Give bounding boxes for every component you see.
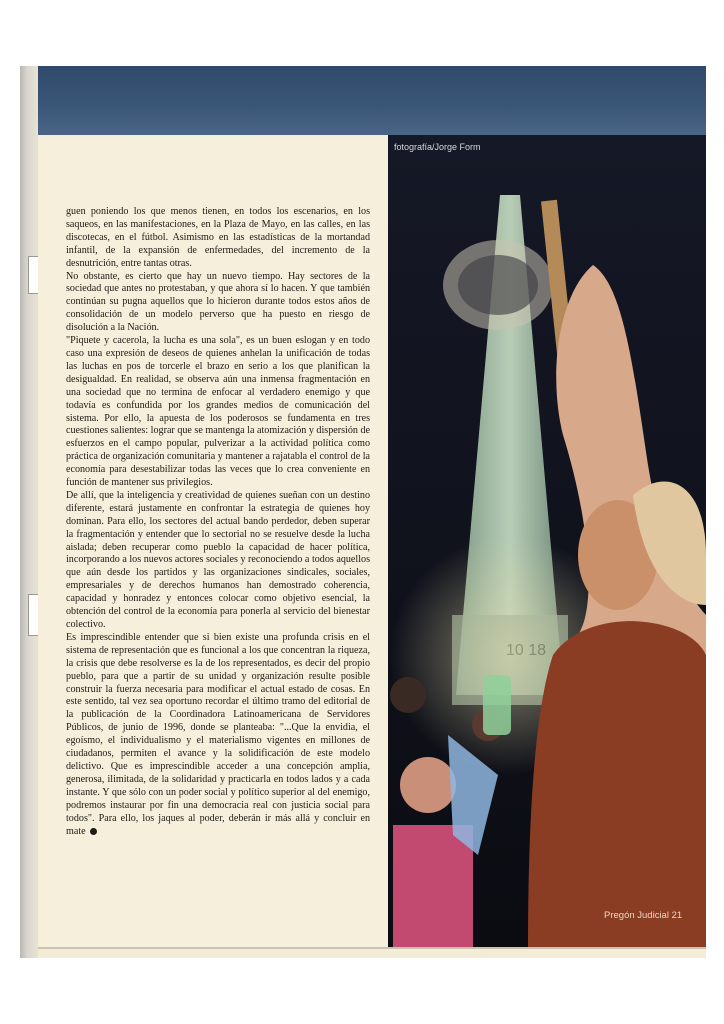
article-paragraph: De allí, que la inteligencia y creatividad de quienes sueñan con un destino diferente, estará justamente en confrontar la estrategia de quienes hoy dominan. Para ello, los sectores del actual bando perdedor, deben superar la fragmentación y entender que lo sectorial no se resuelve desde la lucha aislada; deben recuperar como pueblo la capacidad de hacer política, incorporando a los nuevos actores sociales y reconociendo a todos aquellos que aún desde los partidos y las organizaciones sindicales, sociales, empresariales y de derechos humanos han demostrado coherencia, capacidad y honradez y entonces colocar como objetivo esencial, la obtención del control de la economía para ponerla al servicio del bienestar colectivo. — [66, 489, 370, 630]
article-paragraph-text: Es imprescindible entender que si bien existe una profunda crisis en el sistema de representación que es funcional a los que concentran la riqueza, la crisis que debe resolverse es la de los representados, es decir del propio pueblo, para que a partir de su unidad y organización resulte posible construir la fuerza necesaria para modificar el actual estado de cosas. En este sentido, tal vez sea oportuno recordar el último tramo del editorial de la publicación de la Coordinadora Latinoamericana de Servidores Públicos, de junio de 1996, donde se planteaba: "...Que la envidia, el egoísmo, el individualismo y el materialismo vigentes en millones de ciudadanos, permiten el avance y la solidificación de este modelo delictivo. Que es imprescindible acceder a una concepción amplia, generosa, ilimitada, de la solidaridad y practicarla en todos lados y a cada instante. Y que sólo con un poder social y político superior al del enemigo, podremos instaurar por fin una democracia real con justicia social para todos". Para ello, los jaques al poder, deberán ir más allá y concluir en mate — [66, 631, 370, 837]
bottle-icon — [483, 675, 511, 735]
end-bullet-icon — [90, 828, 97, 835]
woman-dress — [528, 621, 706, 947]
article-paragraph: guen poniendo los que menos tienen, en todos los escenarios, en los saqueos, en las manifestaciones, en la Plaza de Mayo, en las calles, en las discotecas, en el fútbol. Asimismo en las estadísticas de la mortandad infantil, de la expansión de enfermedades, del incremento de la desnutrición, entre tantas otras. — [66, 206, 370, 269]
protest-photo — [388, 135, 706, 947]
article-paragraph — [66, 632, 370, 839]
page-bottom-divider — [38, 947, 706, 949]
article-body — [66, 206, 370, 838]
photo-credit: fotografía/Jorge Form — [394, 142, 481, 152]
page-spine — [20, 66, 38, 958]
header-color-band — [38, 66, 706, 135]
crowd-person — [400, 757, 456, 813]
page-folio: Pregón Judicial 21 — [604, 910, 683, 921]
article-paragraph: No obstante, es cierto que hay un nuevo tiempo. Hay sectores de la sociedad que antes no protestaban, y que ahora sí lo hacen. Y que también continúan su pugna aquellos que lo hicieron durante todos estos años de consolidación de un modelo perverso que ha puesto en riesgo de disolución a la Nación. — [66, 270, 370, 334]
article-paragraph: "Piquete y cacerola, la lucha es una sola", es un buen eslogan y en todo caso una expresión de deseos de quienes anhelan la unificación de todas las luchas en pos de torcerle el brazo en serio a los que planifican la desigualdad. En realidad, se observa aún una inmensa fragmentación en una sociedad que no termina de enfocar al verdadero enemigo y que todavía es confundida por los grandes medios de comunicación del sistema. Por ello, la apuesta de los poderosos se fundamenta en tres cuestiones salientes: lograr que se mantenga la atomización y dispersión de esfuerzos en el campo popular, pulverizar a la actividad política como práctica de organización comunitaria y mantener a rajatabla el control de la economía para desestabilizar todas las veces que lo crea conveniente en función de mantener sus privilegios. — [66, 335, 370, 489]
crowd-protest-photo-icon — [388, 135, 706, 947]
